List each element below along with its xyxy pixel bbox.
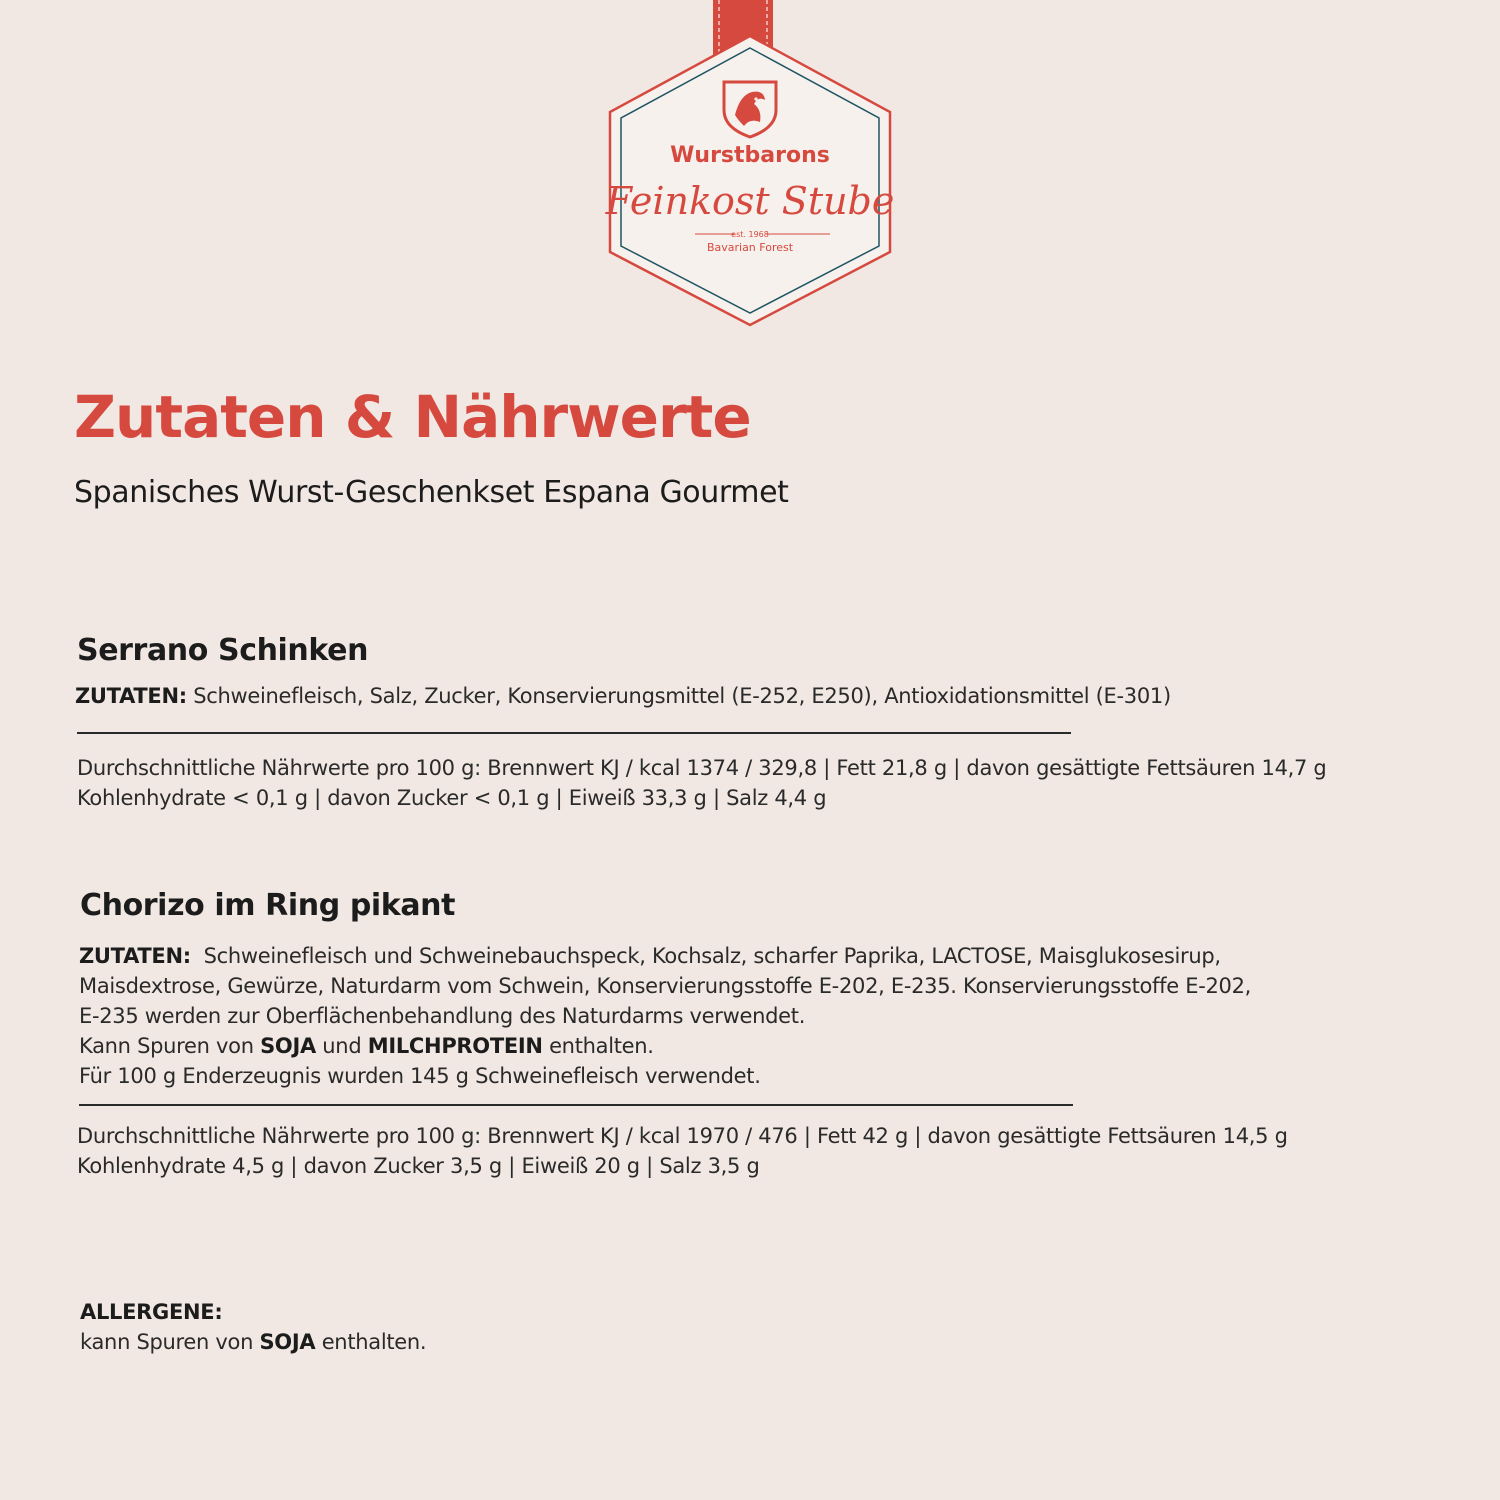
ingredients-text xyxy=(79,941,1251,1091)
traces-line: Kann Spuren von SOJA und MILCHPROTEIN enthalten. xyxy=(79,1034,654,1058)
product-title: Chorizo im Ring pikant xyxy=(80,888,456,923)
nutrition-line: Durchschnittliche Nährwerte pro 100 g: Brennwert KJ / kcal 1970 / 476 | Fett 42 g | davon gesättigte Fettsäuren 14,5 g xyxy=(77,1124,1288,1148)
nutrition-line: Kohlenhydrate < 0,1 g | davon Zucker < 0,1 g | Eiweiß 33,3 g | Salz 4,4 g xyxy=(77,786,827,810)
ingredients-line: Schweinefleisch und Schweinebauchspeck, Kochsalz, scharfer Paprika, LACTOSE, Maisglukosesirup, xyxy=(190,944,1221,968)
page-subtitle: Spanisches Wurst-Geschenkset Espana Gourmet xyxy=(74,475,789,510)
logo-script-text: Feinkost Stube xyxy=(605,179,895,223)
logo-brand-text: Wurstbarons xyxy=(670,143,830,168)
meat-note: Für 100 g Enderzeugnis wurden 145 g Schweinefleisch verwendet. xyxy=(79,1064,761,1088)
nutrition-text xyxy=(77,1121,1288,1181)
ingredients-text xyxy=(75,681,1171,711)
section-divider xyxy=(77,732,1071,734)
ingredients-label: ZUTATEN: xyxy=(79,944,191,968)
section-divider xyxy=(79,1104,1073,1106)
brand-logo xyxy=(600,0,900,335)
allergen-highlight: MILCHPROTEIN xyxy=(367,1034,543,1058)
ingredients-line: E-235 werden zur Oberflächenbehandlung des Naturdarms verwendet. xyxy=(79,1004,806,1028)
nutrition-line: Kohlenhydrate 4,5 g | davon Zucker 3,5 g | Eiweiß 20 g | Salz 3,5 g xyxy=(77,1154,760,1178)
allergen-highlight: SOJA xyxy=(260,1034,316,1058)
allergen-highlight: SOJA xyxy=(259,1330,316,1354)
logo-established-text: est. 1968 xyxy=(731,230,769,239)
allergens-section xyxy=(80,1297,426,1357)
allergens-text: kann Spuren von SOJA enthalten. xyxy=(80,1330,427,1354)
product-title: Serrano Schinken xyxy=(77,633,369,668)
logo-graphic xyxy=(600,0,900,335)
allergens-label: ALLERGENE: xyxy=(80,1300,223,1324)
nutrition-text xyxy=(77,753,1326,813)
nutrition-line: Durchschnittliche Nährwerte pro 100 g: Brennwert KJ / kcal 1374 / 329,8 | Fett 21,8 g | davon gesättigte Fettsäuren 14,7 g xyxy=(77,756,1327,780)
logo-location-text: Bavarian Forest xyxy=(706,241,794,254)
ingredients-label: ZUTATEN: xyxy=(75,684,187,708)
ingredients-line: Maisdextrose, Gewürze, Naturdarm vom Schwein, Konservierungsstoffe E-202, E-235. Konservierungsstoffe E-202, xyxy=(79,974,1252,998)
ingredients-line: Schweinefleisch, Salz, Zucker, Konservierungsmittel (E-252, E250), Antioxidationsmittel (E-301) xyxy=(186,684,1171,708)
page-title: Zutaten & Nährwerte xyxy=(74,383,751,451)
